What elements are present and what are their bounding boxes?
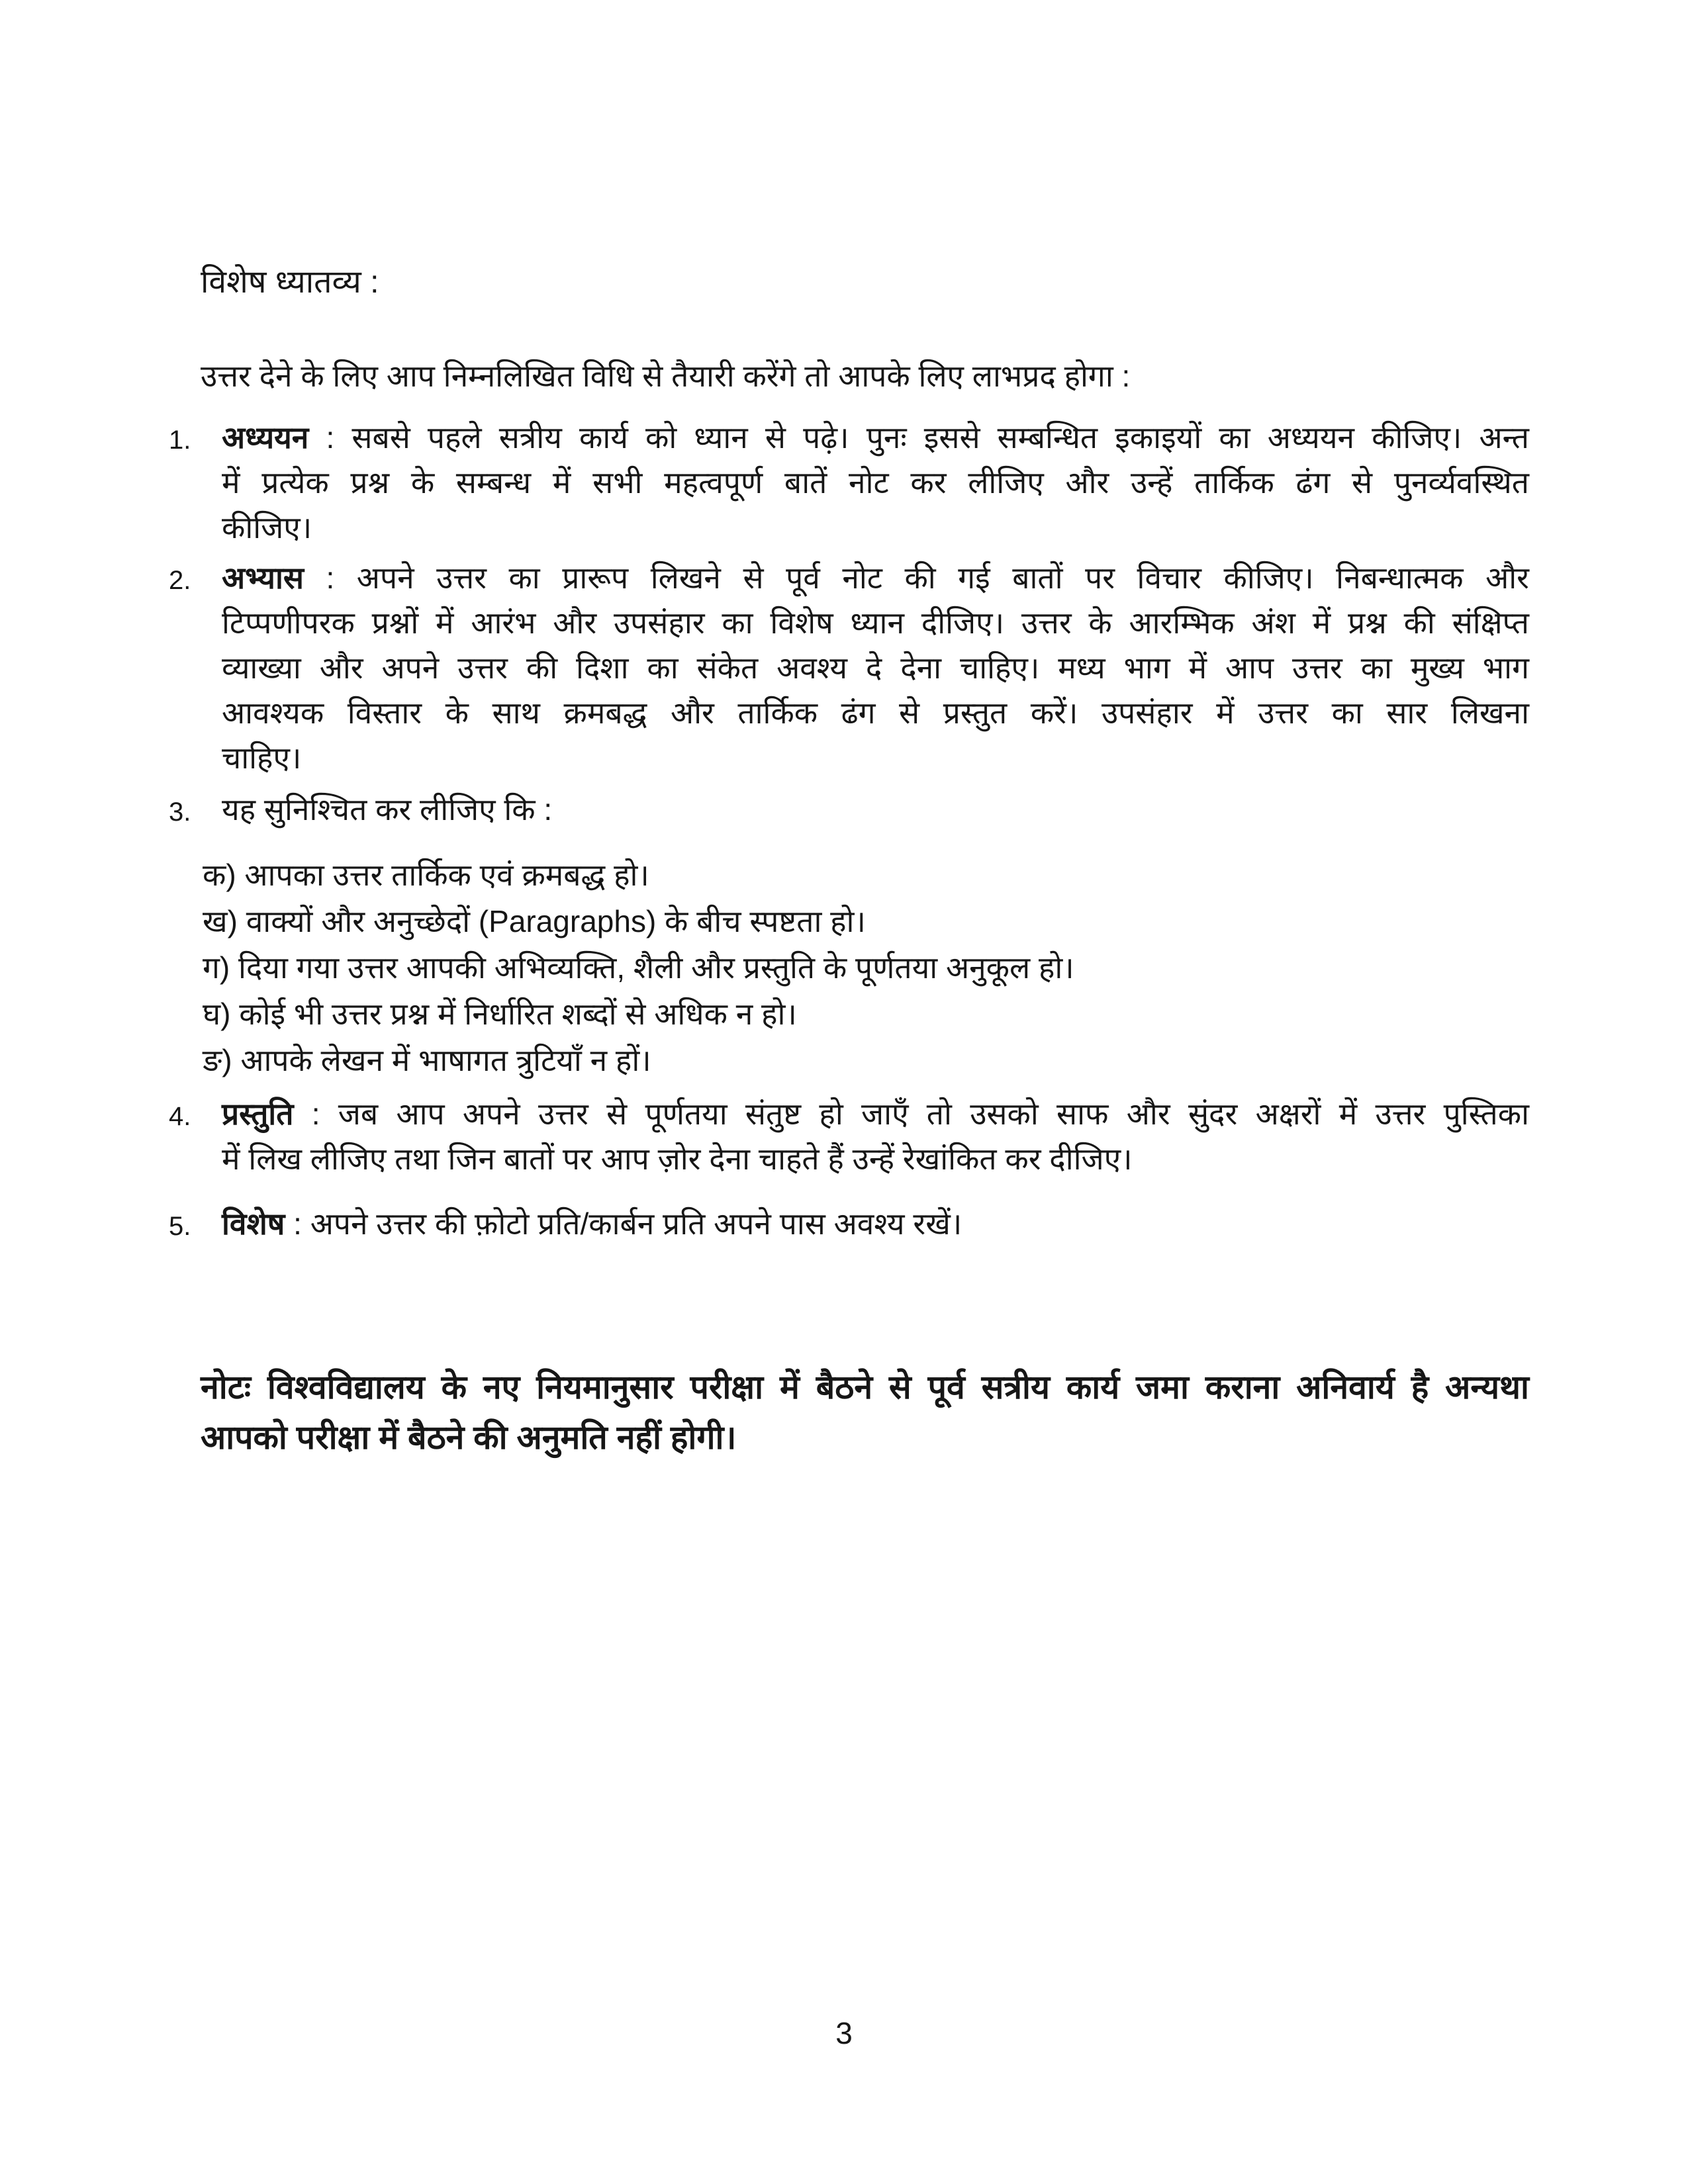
list-item-1-body [222,415,1529,550]
text-line [222,415,1529,460]
list-item-1 [169,415,1529,550]
list-item-4-body [222,1091,1529,1181]
note-line-2: आपको परीक्षा में बैठने की अनुमति नहीं होगी। [201,1419,737,1456]
text-line: आवश्यक विस्तार के साथ क्रमबद्ध और तार्किक ढंग से प्रस्तुत करें। उपसंहार में उत्तर का सार लिखना [222,696,1529,730]
text-run: : जब आप अपने उत्तर से पूर्णतया संतुष्ट हो जाएँ तो उसको साफ और सुंदर अक्षरों में उत्तर पुस्तिका [293,1097,1529,1131]
list-number-1: 1. [169,426,191,455]
list-item-3 [169,787,1529,832]
text-run: : अपने उत्तर का प्रारूप लिखने से पूर्व नोट की गई बातों पर विचार कीजिए। निबन्धात्मक और [303,561,1529,595]
lead-word: अध्ययन [222,420,309,455]
text-run: : अपने उत्तर की फ़ोटो प्रति/कार्बन प्रति अपने पास अवश्य रखें। [285,1206,962,1241]
list-number-4: 4. [169,1102,191,1131]
text-run: : सबसे पहले सत्रीय कार्य को ध्यान से पढ़े। पुनः इससे सम्बन्धित इकाइयों का अध्ययन कीजिए। अन्त [308,420,1529,455]
text-line [222,555,1529,600]
text-line: टिप्पणीपरक प्रश्नों में आरंभ और उपसंहार का विशेष ध्यान दीजिए। उत्तर के आरम्भिक अंश में प्रश्न की संक्षिप्त [222,606,1529,640]
list-item-3-body [222,787,1529,832]
text-line: यह सुनिश्चित कर लीजिए कि : [222,792,553,827]
text-line: व्याख्या और अपने उत्तर की दिशा का संकेत अवश्य दे देना चाहिए। मध्य भाग में आप उत्तर का मुख्य भाग [222,651,1529,685]
intro-paragraph: उत्तर देने के लिए आप निम्नलिखित विधि से तैयारी करेंगे तो आपके लिए लाभप्रद होगा : [201,359,1131,393]
page-content [169,0,1529,1463]
note-paragraph [201,1362,1529,1463]
lead-word: अभ्यास [222,561,304,595]
checklist-item-ga: ग) दिया गया उत्तर आपकी अभिव्यक्ति, शैली और प्रस्तुति के पूर्णतया अनुकूल हो। [203,950,1074,985]
checklist-item-ka: क) आपका उत्तर तार्किक एवं क्रमबद्ध हो। [203,858,649,892]
checklist-item-gha: घ) कोई भी उत्तर प्रश्न में निर्धारित शब्दों से अधिक न हो। [203,997,797,1031]
text-line [222,1201,1529,1246]
text-line: चाहिए। [222,741,302,775]
list-number-5: 5. [169,1212,191,1241]
text-line: में प्रत्येक प्रश्न के सम्बन्ध में सभी महत्वपूर्ण बातें नोट कर लीजिए और उन्हें तार्किक ढंग से पुनर्व्यवस्थित [222,465,1529,500]
page-title: विशेष ध्यातव्य : [201,265,379,300]
checklist-item-kha: ख) वाक्यों और अनुच्छेदों (Paragraphs) के बीच स्पष्टता हो। [203,904,866,938]
text-line: कीजिए। [222,510,312,545]
list-item-4 [169,1091,1529,1181]
text-line: में लिख लीजिए तथा जिन बातों पर आप ज़ोर देना चाहते हैं उन्हें रेखांकित कर दीजिए। [222,1142,1133,1176]
lead-word: विशेष [222,1206,285,1241]
list-item-5-body [222,1201,1529,1246]
page-number: 3 [835,2016,853,2050]
list-item-2 [169,555,1529,780]
list-item-2-body [222,555,1529,780]
lead-word: प्रस्तुति [222,1097,294,1131]
checklist-item-nga: ङ) आपके लेखन में भाषागत त्रुटियाँ न हों। [203,1043,651,1077]
list-item-5 [169,1201,1529,1246]
text-line [222,1091,1529,1136]
list-number-2: 2. [169,566,191,595]
checklist [203,852,1529,1083]
note-line-1: नोटः विश्वविद्यालय के नए नियमानुसार परीक्षा में बैठने से पूर्व सत्रीय कार्य जमा कराना अनिवार्य है अन्यथा [201,1369,1529,1406]
list-number-3: 3. [169,797,191,827]
